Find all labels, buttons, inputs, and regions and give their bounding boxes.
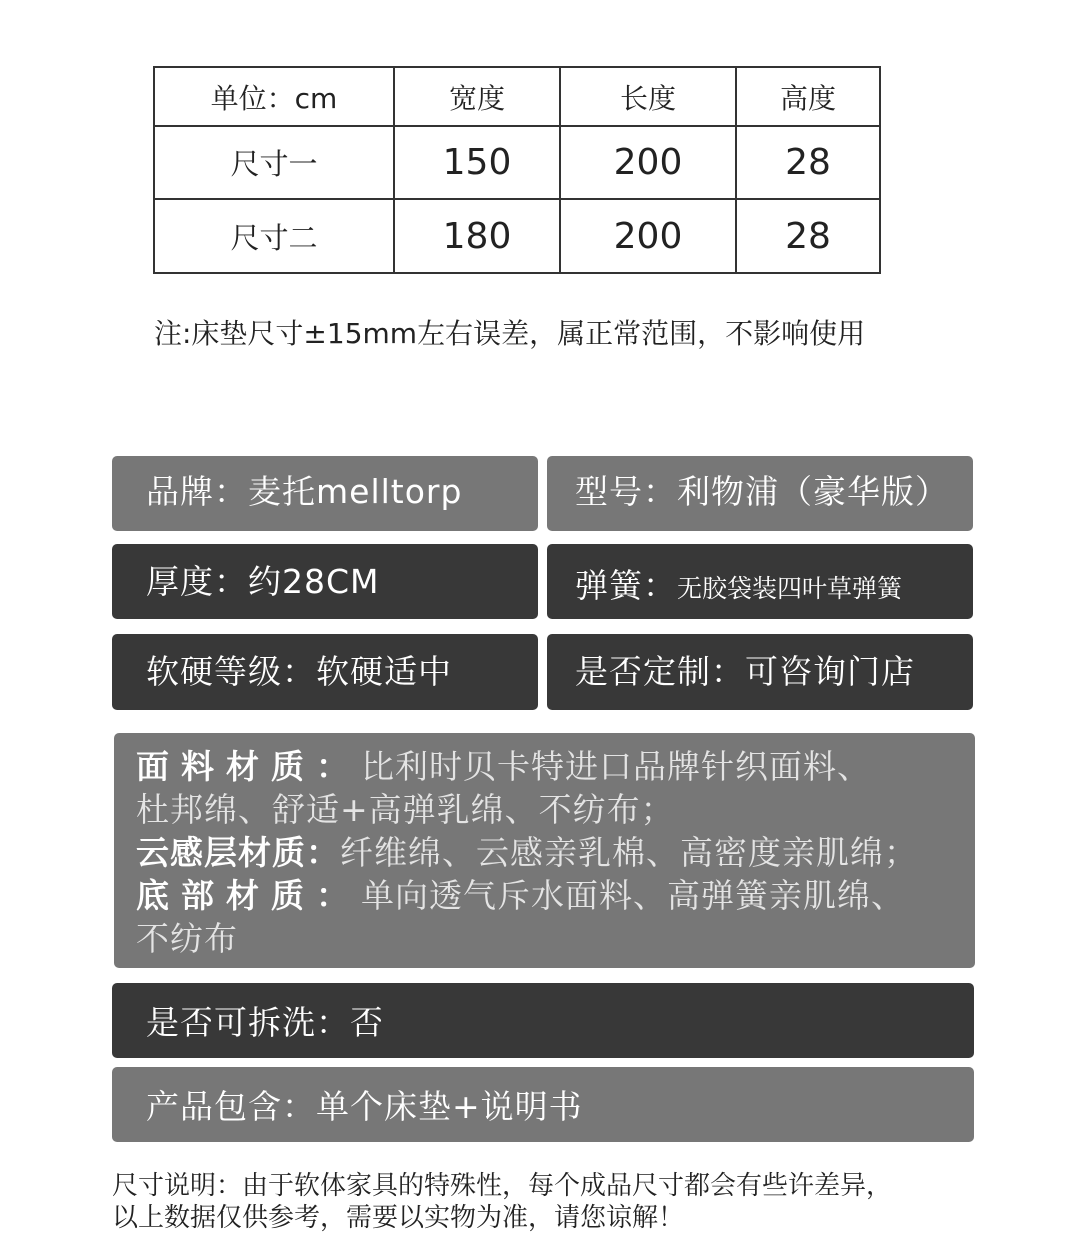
spec-model-value: 利物浦（豪华版） [677,472,949,511]
materials-cloud-label: 云感层材质： [136,833,340,872]
spec-materials-box [114,733,975,968]
materials-cloud-value: 纤维绵、云感亲乳棉、高密度亲肌绵； [340,833,918,872]
spec-washable-box [112,983,974,1058]
materials-fabric-value-continued: 杜邦绵、舒适+高弹乳绵、不纺布； [136,790,675,829]
spec-thickness-label: 厚度： [146,562,248,601]
spec-includes-value: 单个床垫+说明书 [316,1087,583,1126]
spec-brand-label: 品牌： [146,472,248,511]
size-table-row-label: 尺寸一 [154,126,394,199]
size-table-cell-height: 28 [736,126,880,199]
spec-customizable-label: 是否定制： [575,652,745,691]
spec-firmness-value: 软硬适中 [316,652,452,691]
materials-fabric-line [136,745,975,788]
materials-cloud-line [136,831,975,874]
spec-spring-box [547,544,973,619]
size-description-line-2: 以上数据仅供参考，需要以实物为准，请您谅解！ [112,1203,685,1233]
materials-bottom-line-2 [136,917,975,960]
size-table-header-length: 长度 [560,67,736,126]
size-table-cell-width: 180 [394,199,560,273]
spec-brand-box [112,456,538,531]
spec-firmness-box [112,634,538,710]
size-description [112,1170,892,1234]
size-description-line-1: 尺寸说明：由于软体家具的特殊性，每个成品尺寸都会有些许差异， [112,1171,893,1201]
size-table-header-width: 宽度 [394,67,560,126]
spec-model-label: 型号： [575,472,677,511]
spec-customizable-value: 可咨询门店 [745,652,915,691]
materials-bottom-line [136,874,975,917]
size-table-cell-length: 200 [560,126,736,199]
materials-fabric-line-2 [136,788,975,831]
size-table-row-label: 尺寸二 [154,199,394,273]
size-table-header-height: 高度 [736,67,880,126]
spec-customizable-box [547,634,973,710]
size-table-header-unit: 单位：cm [154,67,394,126]
materials-bottom-label: 底部材质： [136,876,361,915]
spec-spring-label: 弹簧： [575,566,677,605]
spec-includes-box [112,1067,974,1142]
size-tolerance-note: 注:床垫尺寸±15mm左右误差，属正常范围，不影响使用 [154,317,866,350]
spec-model-box [547,456,973,531]
spec-spring-value: 无胶袋装四叶草弹簧 [677,574,903,603]
table-row [154,199,880,273]
size-table-header-row [154,67,880,126]
spec-firmness-label: 软硬等级： [146,652,316,691]
size-table-cell-height: 28 [736,199,880,273]
spec-thickness-value: 约28CM [248,562,380,601]
materials-fabric-value: 比利时贝卡特进口品牌针织面料、 [361,747,871,786]
size-table-cell-width: 150 [394,126,560,199]
table-row [154,126,880,199]
materials-bottom-value: 单向透气斥水面料、高弹簧亲肌绵、 [361,876,905,915]
size-table [153,66,881,274]
materials-fabric-label: 面料材质： [136,747,361,786]
materials-bottom-value-continued: 不纺布 [136,919,238,958]
spec-includes-label: 产品包含： [146,1087,316,1126]
spec-washable-label: 是否可拆洗： [146,1003,350,1042]
size-table-cell-length: 200 [560,199,736,273]
spec-washable-value: 否 [350,1003,384,1042]
spec-brand-value: 麦托melltorp [248,472,463,511]
spec-thickness-box [112,544,538,619]
